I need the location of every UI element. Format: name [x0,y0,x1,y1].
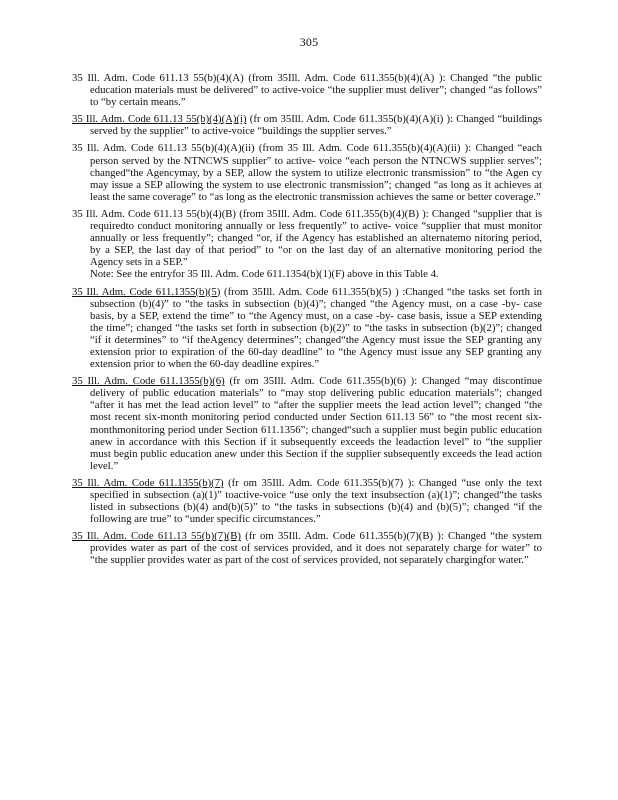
entry-text: (from 35 Ill. Adm. Code 611.355(b)(4)(A)(ii) ): Changed “each person served by the NTNCWS supplier” to active- voice “each person the NTNCWS supplier serves”; changed“the Agencymay, by a SEP, allow the system to utilize electronic transmission” to “the Agen cy may issue a SEP allowing the system to use electronic transmission”; changed “as long as it achieves at least the same coverage” to “as long as the electronic transmission achieves the same or better coverage.” [90,142,542,203]
page-number: 305 [299,35,319,49]
entry-note: Note: See the entryfor 35 Ill. Adm. Code 611.1354(b)(1)(F) above in this Table 4. [90,268,439,281]
entry-citation: 35 Ill. Adm. Code 611.13 55(b)(7)(B) [72,530,241,543]
entry-text: (from 35Ill. Adm. Code 611.355(b)(4)(A) ): Changed “the public education materials must be delivered” to active-voice “the supplier must deliver”; changed “as follows” to “by certain means.” [90,72,542,109]
entry-citation: 35 Ill. Adm. Code 611.1355(b)(5) [72,285,221,298]
entry [72,142,542,202]
entry [72,477,542,525]
entry [72,72,542,108]
entry-text: (fr om 35Ill. Adm. Code 611.355(b)(6) ): Changed “may discontinue delivery of public education materials” to “may stop delivering public education materials”; changed “after it has met the lead action level” to “after the supplier meets the lead action level”; changed “the most recent six-month monitoring period conducted under Section 611.13 56” to “the most recent six-monthmonitoring period under Section 611.1356”; changed“such a supplier must begin public education anew in accordance with this Section if it subsequently exceeds the leadaction level” to “the supplier must begin public education anew under this Section if the supplier subsequently exceeds the lead action level.” [90,375,542,472]
entry-text: (fr om 35Ill. Adm. Code 611.355(b)(7)(B) ): Changed “the system provides water as part of the cost of services provided, and it does not separately charge for water” to “the supplier provides water as part of the cost of services provided, not separately chargingfor water.” [90,530,542,567]
entry-citation: 35 Ill. Adm. Code 611.1355(b)(6) [72,375,225,388]
entry-text: (from 35Ill. Adm. Code 611.355(b)(5) ) :Changed “the tasks set forth in subsection (b)(4)” to “the tasks in subsection (b)(4)”; changed “the Agency must, on a case -by- case basis, by a SEP, extend the time” to “the Agency must, on a case -by- case basis, issue a SEP extending the time”; changed “the tasks set forth in subsection (b)(2)” to “the tasks in subsection (b)(2)”; changed “if it determines” to “if theAgency determines”; changed“the Agency must issue the SEP granting any extension prior to expiration of the 60-day deadline” to “the Agency must issue any SEP granting any extension prior to when the 60-day deadline expires.” [90,285,542,371]
entry-text: (from 35Ill. Adm. Code 611.355(b)(4)(B) ): Changed “supplier that is requiredto conduct monitoring annually or less frequently” to active- voice “supplier that must monitor annually or less frequently”; changed “or, if the Agency has established an alternatemo nitoring period, by a SEP, the last day of that period” to “or on the last day of an alternative monitoring period the Agency sets in a SEP.” [90,207,542,269]
entry-citation: 35 Ill. Adm. Code 611.1355(b)(7) [72,476,224,489]
entry-citation: 35 Ill. Adm. Code 611.13 55(b)(4)(B) [72,207,236,220]
entry [72,113,542,137]
entry [72,286,542,371]
entry-citation: 35 Ill. Adm. Code 611.13 55(b)(4)(A)(i) [72,113,247,126]
amendment-entries [72,72,542,572]
entry-text: (fr om 35Ill. Adm. Code 611.355(b)(4)(A)(i) ): Changed “buildings served by the supplier” to active-voice “buildings the supplier serves.” [90,113,542,138]
entry [72,208,542,281]
entry-citation: 35 Ill. Adm. Code 611.13 55(b)(4)(A)(ii) [72,142,255,155]
entry [72,530,542,566]
entry [72,375,542,472]
entry-citation: 35 Ill. Adm. Code 611.13 55(b)(4)(A) [72,72,244,84]
entry-text: (fr om 35Ill. Adm. Code 611.355(b)(7) ): Changed “use only the text specified in subsection (a)(1)” toactive-voice “use only the text insubsection (a)(1)”; changed“the tasks listed in subsections (b)(4) and(b)(5)” to “the tasks in subsections (b)(4) and (b)(5)”; changed “if the following are true” to “under specific circumstances.” [90,476,542,526]
